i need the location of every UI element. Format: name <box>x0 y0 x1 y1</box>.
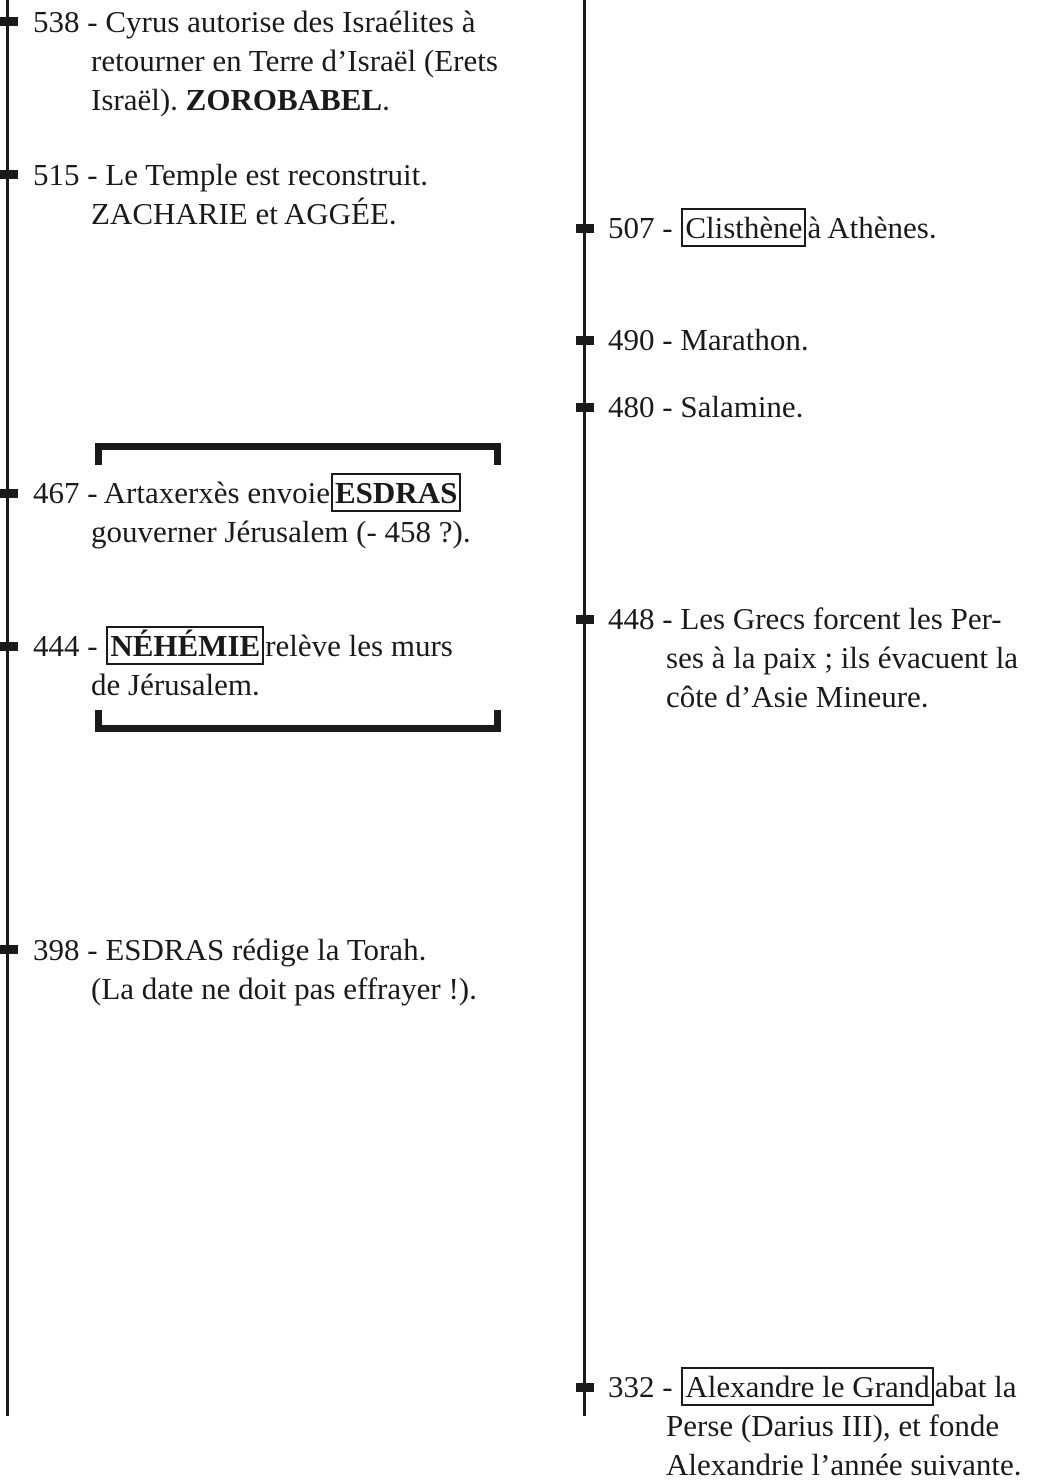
event-year: 490 <box>608 322 655 357</box>
left-tick-538 <box>0 17 18 26</box>
event-text: à Athènes. <box>807 210 937 245</box>
event-490 <box>608 320 809 359</box>
left-tick-515 <box>0 170 18 179</box>
event-line <box>33 969 477 1008</box>
event-year: 538 <box>33 4 80 39</box>
event-text: retourner en Terre d’Israël (Erets <box>91 43 498 78</box>
event-line <box>33 626 453 665</box>
event-text: Artaxerxès envoie <box>103 475 330 510</box>
year-separator: - <box>79 4 106 39</box>
left-tick-398 <box>0 945 18 954</box>
left-tick-444 <box>0 642 18 651</box>
event-text: Salamine. <box>680 389 804 424</box>
event-year: 467 <box>33 475 80 510</box>
event-538 <box>33 2 498 119</box>
event-text: Alexandrie l’année suivante. <box>666 1447 1022 1482</box>
event-line <box>608 599 1018 638</box>
event-444 <box>33 626 453 704</box>
event-text: Israël). <box>91 82 186 117</box>
event-year: 398 <box>33 932 80 967</box>
event-year: 507 <box>608 210 655 245</box>
event-text: (La date ne doit pas effrayer !). <box>91 971 477 1006</box>
event-line <box>33 2 498 41</box>
right-timeline-axis <box>583 0 586 1416</box>
event-332 <box>608 1367 1022 1484</box>
year-separator: - <box>654 210 681 245</box>
event-text: ESDRAS rédige la Torah. <box>105 932 427 967</box>
event-text: Le Temple est reconstruit. <box>105 157 428 192</box>
event-448 <box>608 599 1018 716</box>
event-year: 444 <box>33 628 80 663</box>
event-398 <box>33 930 477 1008</box>
event-line <box>33 80 498 119</box>
boxed-name: Alexandre le Grand <box>681 1367 933 1406</box>
year-separator: - <box>79 157 106 192</box>
boxed-name: Clisthène <box>681 208 806 247</box>
event-text: ZACHARIE et AGGÉE. <box>91 196 397 231</box>
right-tick-448 <box>576 615 594 624</box>
event-line <box>33 473 471 512</box>
event-line <box>608 1367 1022 1406</box>
year-separator: - <box>654 389 681 424</box>
boxed-name: NÉHÉMIE <box>106 626 264 665</box>
right-tick-490 <box>576 336 594 345</box>
group-bracket-top <box>95 443 501 465</box>
year-separator: - <box>654 1369 681 1404</box>
event-text: Perse (Darius III), et fonde <box>666 1408 1000 1443</box>
event-line <box>608 1406 1022 1445</box>
event-text: Les Grecs forcent les Per- <box>680 601 1002 636</box>
event-line <box>608 387 803 426</box>
event-480 <box>608 387 803 426</box>
right-tick-507 <box>576 224 594 233</box>
event-line <box>33 155 428 194</box>
event-text: ses à la paix ; ils évacuent la <box>666 640 1019 675</box>
year-separator: - <box>654 601 681 636</box>
event-text: Marathon. <box>680 322 809 357</box>
event-year: 480 <box>608 389 655 424</box>
year-separator: - <box>79 628 106 663</box>
group-bracket-bottom <box>95 710 501 732</box>
event-year: 448 <box>608 601 655 636</box>
right-tick-332 <box>576 1383 594 1392</box>
year-separator: - <box>79 475 104 510</box>
boxed-name: ESDRAS <box>331 473 461 512</box>
event-text: côte d’Asie Mineure. <box>666 679 929 714</box>
left-timeline-axis <box>6 0 9 1416</box>
event-line <box>33 41 498 80</box>
event-507 <box>608 208 937 247</box>
event-line <box>608 208 937 247</box>
event-line <box>33 194 428 233</box>
event-text: gouverner Jérusalem (- 458 ?). <box>91 514 471 549</box>
year-separator: - <box>654 322 681 357</box>
event-year: 332 <box>608 1369 655 1404</box>
event-text: de Jérusalem. <box>91 667 260 702</box>
left-tick-467 <box>0 489 18 498</box>
event-line <box>608 320 809 359</box>
event-text: relève les murs <box>265 628 453 663</box>
event-line <box>33 665 453 704</box>
event-line <box>608 677 1018 716</box>
event-line <box>33 512 471 551</box>
event-text: Cyrus autorise des Israélites à <box>105 4 476 39</box>
event-467 <box>33 473 471 551</box>
event-text: abat la <box>934 1369 1017 1404</box>
highlighted-name: ZOROBABEL <box>185 82 383 117</box>
event-515 <box>33 155 428 233</box>
event-text: . <box>382 82 390 117</box>
event-line <box>608 638 1018 677</box>
year-separator: - <box>79 932 106 967</box>
event-line <box>608 1445 1022 1484</box>
event-year: 515 <box>33 157 80 192</box>
right-tick-480 <box>576 403 594 412</box>
event-line <box>33 930 477 969</box>
